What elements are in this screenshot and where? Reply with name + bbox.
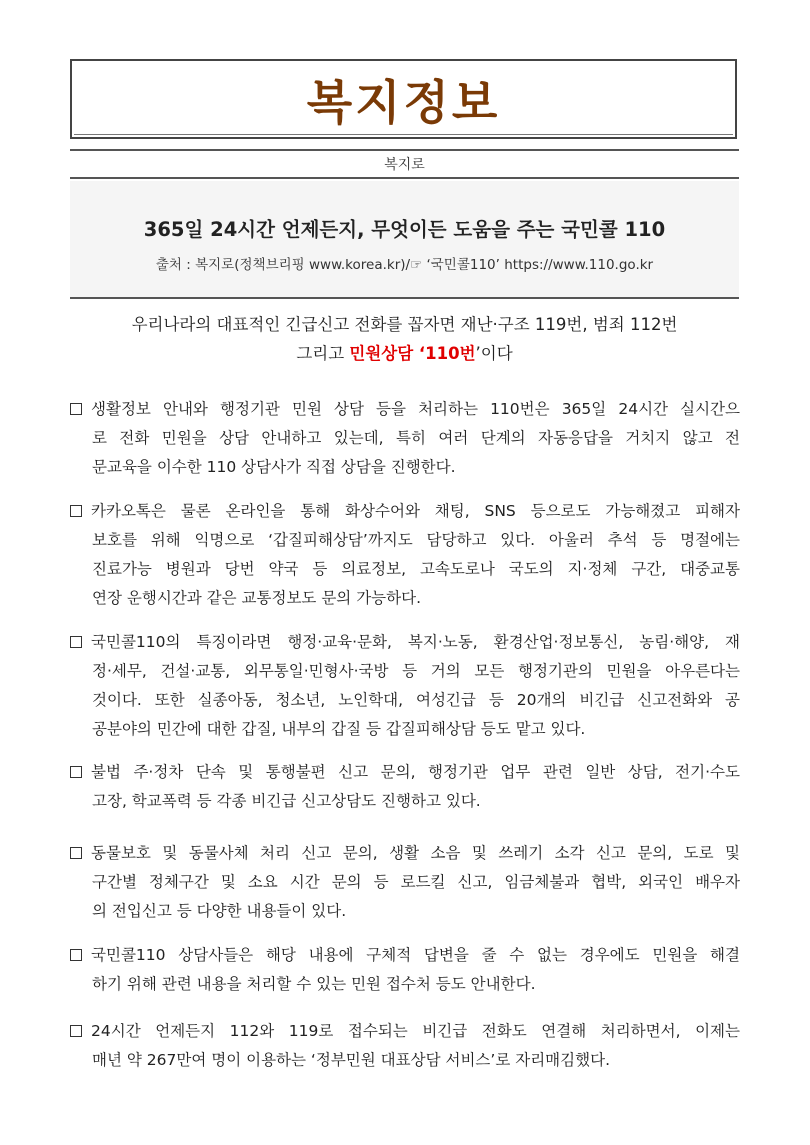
paragraph-line-text: 국민콜110의 특징이라면 행정·교육·문화, 복지·노동, 환경산업·정보통신, 농림·해양, 재 — [91, 633, 740, 651]
paragraph-line-text: 의 전입신고 등 다양한 내용들이 있다. — [92, 902, 347, 920]
paragraph-line-text: 매년 약 267만여 명이 이용하는 ‘정부민원 대표상담 서비스’로 자리매김했다. — [92, 1051, 611, 1069]
checkbox-square-icon — [70, 1025, 82, 1037]
paragraph-line — [70, 395, 740, 424]
article-citation: 출처 : 복지로(정책브리핑 www.korea.kr)/☞ ‘국민콜110’ https://www.110.go.kr — [155, 257, 654, 273]
bullet-paragraph — [70, 395, 740, 482]
paragraph-line — [70, 758, 740, 787]
paragraph-line-text: 24시간 언제든지 112와 119로 접수되는 비긴급 전화도 연결해 처리하면서, 이제는 — [91, 1022, 740, 1040]
paragraph-line — [70, 1046, 740, 1075]
paragraph-line — [70, 424, 740, 453]
checkbox-square-icon — [70, 403, 82, 415]
paragraph-line-text: 구간별 정체구간 및 소요 시간 문의 등 로드킬 신고, 임금체불과 협박, 외국인 배우자 — [92, 873, 740, 891]
intro-line-1: 우리나라의 대표적인 긴급신고 전화를 꼽자면 재난·구조 119번, 범죄 112번 — [131, 315, 678, 334]
bullet-paragraph — [70, 497, 740, 613]
paragraph-line-text: 동물보호 및 동물사체 처리 신고 문의, 생활 소음 및 쓰레기 소각 신고 문의, 도로 및 — [91, 844, 740, 862]
paragraph-line-text: 것이다. 또한 실종아동, 청소년, 노인학대, 여성긴급 등 20개의 비긴급 신고전화와 공 — [92, 691, 740, 709]
paragraph-line — [70, 555, 740, 584]
intro-line-2-prefix: 그리고 — [296, 344, 350, 363]
article-headline: 365일 24시간 언제든지, 무엇이든 도움을 주는 국민콜 110 — [143, 218, 666, 241]
source-bar — [70, 149, 739, 179]
paragraph-line-text: 생활정보 안내와 행정기관 민원 상담 등을 처리하는 110번은 365일 24시간 실시간으 — [91, 400, 740, 418]
bullet-paragraph — [70, 628, 740, 744]
paragraph-line — [70, 868, 740, 897]
checkbox-square-icon — [70, 949, 82, 961]
paragraph-line-text: 국민콜110 상담사들은 해당 내용에 구체적 답변을 줄 수 없는 경우에도 민원을 해결 — [91, 946, 740, 964]
paragraph-line — [70, 970, 740, 999]
paragraph-line — [70, 453, 740, 482]
paragraph-line — [70, 715, 740, 744]
paragraph-line-text: 문교육을 이수한 110 상담사가 직접 상담을 진행한다. — [92, 458, 456, 476]
paragraph-line — [70, 1017, 740, 1046]
bullet-paragraph — [70, 758, 740, 816]
paragraph-line-text: 공분야의 민간에 대한 갑질, 내부의 갑질 등 갑질피해상담 등도 맡고 있다. — [92, 720, 586, 738]
paragraph-line-text: 고장, 학교폭력 등 각종 비긴급 신고상담도 진행하고 있다. — [92, 792, 481, 810]
intro-line-2-suffix: ’이다 — [475, 344, 513, 363]
checkbox-square-icon — [70, 847, 82, 859]
headline-block — [70, 181, 739, 299]
paragraph-line — [70, 584, 740, 613]
checkbox-square-icon — [70, 505, 82, 517]
source-label: 복지로 — [384, 157, 425, 173]
paragraph-line — [70, 686, 740, 715]
paragraph-line-text: 카카오톡은 물론 온라인을 통해 화상수어와 채팅, SNS 등으로도 가능해졌고 피해자 — [91, 502, 740, 520]
paragraph-line-text: 불법 주·정차 단속 및 통행불편 신고 문의, 행정기관 업무 관련 일반 상담, 전기·수도 — [91, 763, 740, 781]
paragraph-line-text: 연장 운행시간과 같은 교통정보도 문의 가능하다. — [92, 589, 422, 607]
paragraph-line — [70, 526, 740, 555]
paragraph-line — [70, 497, 740, 526]
title-box-divider — [74, 134, 733, 135]
page-title: 복지정보 — [306, 75, 501, 131]
paragraph-line — [70, 839, 740, 868]
intro-highlight: 민원상담 ‘110번 — [349, 344, 476, 363]
paragraph-line-text: 진료가능 병원과 당번 약국 등 의료정보, 고속도로나 국도의 지·정체 구간, 대중교통 — [92, 560, 740, 578]
intro-line-2 — [70, 340, 739, 364]
paragraph-line — [70, 628, 740, 657]
bullet-paragraph — [70, 839, 740, 926]
paragraph-line — [70, 941, 740, 970]
checkbox-square-icon — [70, 636, 82, 648]
paragraph-line-text: 하기 위해 관련 내용을 처리할 수 있는 민원 접수처 등도 안내한다. — [92, 975, 536, 993]
bullet-paragraph — [70, 941, 740, 999]
bullet-paragraph — [70, 1017, 740, 1075]
paragraph-line — [70, 897, 740, 926]
paragraph-line — [70, 657, 740, 686]
checkbox-square-icon — [70, 766, 82, 778]
title-box — [70, 59, 737, 139]
paragraph-line-text: 로 전화 민원을 상담 안내하고 있는데, 특히 여러 단계의 자동응답을 거치지 않고 전 — [92, 429, 740, 447]
paragraph-line — [70, 787, 740, 816]
paragraph-line-text: 정·세무, 건설·교통, 외무통일·민형사·국방 등 거의 모든 행정기관의 민원을 아우른다는 — [92, 662, 740, 680]
paragraph-line-text: 보호를 위해 익명으로 ‘갑질피해상담’까지도 담당하고 있다. 아울러 추석 등 명절에는 — [92, 531, 740, 549]
